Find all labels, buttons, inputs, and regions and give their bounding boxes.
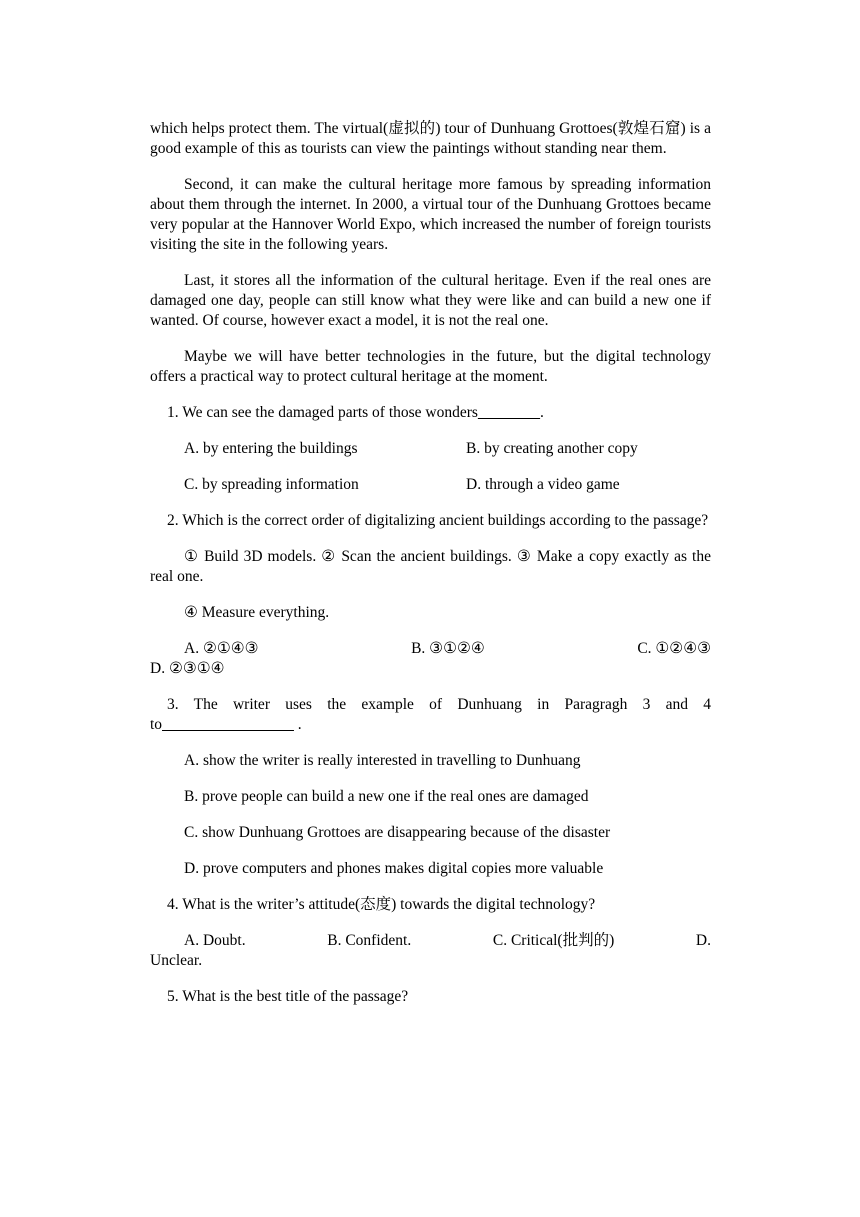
- passage-paragraph-4: Maybe we will have better technologies in the future, but the digital technology offers a practical way to protect cultural heritage at the moment.: [150, 348, 711, 385]
- question-2-step-4: ④ Measure everything.: [184, 604, 330, 621]
- question-5-stem: 5. What is the best title of the passage?: [167, 988, 409, 1005]
- question-4-options: [150, 931, 711, 951]
- answer-blank: _________________: [162, 716, 294, 733]
- question-1-options-row-2: [150, 475, 711, 495]
- option-c: C. show Dunhuang Grottoes are disappearing because of the disaster: [184, 824, 611, 841]
- option-d: D. through a video game: [466, 476, 620, 493]
- passage-paragraph-3: Last, it stores all the information of the cultural heritage. Even if the real ones are damaged one day, people can still know what they were like and can build a new one if wanted. Of course, however exact a model, it is not the real one.: [150, 272, 711, 329]
- answer-blank: ________: [477, 404, 540, 421]
- passage-paragraph-1: which helps protect them. The virtual(虚拟的) tour of Dunhuang Grottoes(敦煌石窟) is a good example of this as tourists can view the paintings without standing near them.: [150, 120, 711, 157]
- option-d: D. prove computers and phones makes digital copies more valuable: [184, 860, 604, 877]
- question-2-stem: 2. Which is the correct order of digitalizing ancient buildings according to the passage?: [167, 512, 709, 529]
- option-b: B. ③①②④: [411, 640, 485, 657]
- question-1-stem: 1. We can see the damaged parts of those wonders________.: [167, 404, 544, 421]
- option-a: A. show the writer is really interested in travelling to Dunhuang: [184, 752, 581, 769]
- option-c: C. Critical(批判的): [492, 932, 615, 949]
- option-c: C. ①②④③: [637, 640, 711, 657]
- option-d: D.: [695, 932, 711, 949]
- question-2-options: [150, 639, 711, 659]
- option-a: A. by entering the buildings: [184, 440, 358, 457]
- question-2-steps: ① Build 3D models. ② Scan the ancient buildings. ③ Make a copy exactly as the real one.: [150, 548, 711, 585]
- passage-paragraph-2: Second, it can make the cultural heritage more famous by spreading information about them through the internet. In 2000, a virtual tour of the Dunhuang Grottoes became very popular at the Hannover World Expo, which increased the number of foreign tourists visiting the site in the following years.: [150, 176, 711, 253]
- question-3-stem: 3. The writer uses the example of Dunhuang in Paragragh 3 and 4 to_________________ .: [150, 696, 711, 733]
- option-a: A. Doubt.: [184, 932, 246, 949]
- option-c: C. by spreading information: [184, 476, 359, 493]
- option-a: A. ②①④③: [184, 640, 259, 657]
- question-1-options-row-1: [150, 439, 711, 459]
- document-content: [150, 119, 711, 1023]
- question-4-stem: 4. What is the writer’s attitude(态度) towards the digital technology?: [167, 896, 596, 913]
- option-d: D. ②③①④: [150, 660, 225, 677]
- option-b: B. prove people can build a new one if the real ones are damaged: [184, 788, 589, 805]
- option-b: B. Confident.: [327, 932, 412, 949]
- option-b: B. by creating another copy: [466, 440, 638, 457]
- option-d-continued: Unclear.: [150, 952, 203, 969]
